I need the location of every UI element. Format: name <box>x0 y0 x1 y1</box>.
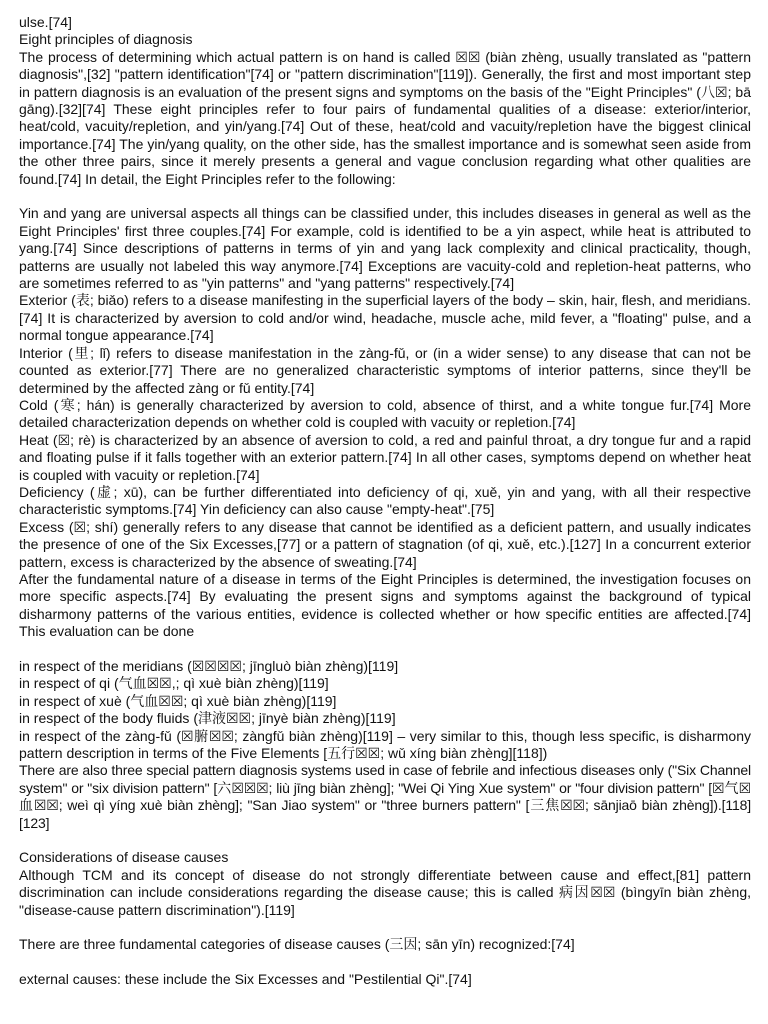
para-excess: Excess (☒; shí) generally refers to any disease that cannot be identified as a deficient pattern, and usually indicates the presence of one of the Six Excesses,[77] or a pattern of stagnation (of qi, xuě, etc.).[127] In a concurrent exterior pattern, excess is characterized by the absence of sweating.[74] <box>19 518 751 570</box>
para-cold: Cold (寒; hán) is generally characterized by aversion to cold, absence of thirst, and a white tongue fur.[74] More detailed characterization depends on whether cold is coupled with vacuity or repletion.[74] <box>19 396 751 431</box>
para-three-categories: There are three fundamental categories of disease causes (三因; sān yīn) recognized:[74] <box>19 936 575 953</box>
item-qi: in respect of qi (气血☒☒,; qì xuè biàn zhèng)[119] <box>19 675 329 692</box>
item-meridians: in respect of the meridians (☒☒☒☒; jīngluò biàn zhèng)[119] <box>19 658 399 674</box>
para-exterior: Exterior (表; biǎo) refers to a disease manifesting in the superficial layers of the body – skin, hair, flesh, and meridians.[74] It is characterized by aversion to cold and/or wind, headache, muscle ache, mild fever, a "floating" pulse, and a normal tongue appearance.[74] <box>19 292 751 344</box>
heading-eight-principles: Eight principles of diagnosis <box>19 31 193 48</box>
item-external-causes: external causes: these include the Six Excesses and "Pestilential Qi".[74] <box>19 971 472 988</box>
top-fragment: ulse.[74] <box>19 14 72 30</box>
item-zang-fu: in respect of the zàng-fǔ (☒腑☒☒; zàngfǔ biàn zhèng)[119] – very similar to this, though less specific, is disharmony pattern description in terms of the Five Elements [五行☒☒; wǔ xíng biàn zhèng][118]) <box>19 727 751 762</box>
para-special-systems: There are also three special pattern diagnosis systems used in case of febrile and infectious diseases only ("Six Channel system" or "six division pattern" [六☒☒☒; liù jīng biàn zhèng]; "Wei Qi Ying Xue system" or "four division pattern" [☒气☒血☒☒; weì qì yíng xuè biàn zhèng]; "San Jiao system" or "three burners pattern" [三焦☒☒; sānjiaō biàn zhèng]).[118][123] <box>19 762 751 831</box>
para-cause-effect: Although TCM and its concept of disease do not strongly differentiate between cause and effect,[81] pattern discrimination can include considerations regarding the disease cause; this is called 病因☒☒ (bìngyīn biàn zhèng, "disease-cause pattern discrimination").[119] <box>19 866 751 918</box>
item-xue: in respect of xuè (气血☒☒; qì xuè biàn zhèng)[119] <box>19 692 337 709</box>
item-body-fluids: in respect of the body fluids (津液☒☒; jīnyè biàn zhèng)[119] <box>19 710 396 727</box>
para-pattern-diagnosis: The process of determining which actual pattern is on hand is called ☒☒ (biàn zhèng, usually translated as "pattern diagnosis",[32] "pattern identification"[74] or "pattern discrimination"[119]). Generally, the first and most important step in pattern diagnosis is an evaluation of the present signs and symptoms on the basis of the "Eight Principles" (八☒; bā gāng).[32][74] These eight principles refer to four pairs of fundamental qualities of a disease: exterior/interior, heat/cold, vacuity/repletion, and yin/yang.[74] Out of these, heat/cold and vacuity/repletion have the biggest clinical importance.[74] The yin/yang quality, on the other side, has the smallest importance and is somewhat seen aside from the other three pairs, since it merely presents a general and vague conclusion regarding what other qualities are found.[74] In detail, the Eight Principles refer to the following: <box>19 48 751 187</box>
heading-disease-causes: Considerations of disease causes <box>19 849 229 866</box>
para-heat: Heat (☒; rè) is characterized by an absence of aversion to cold, a red and painful throat, a dry tongue fur and a rapid and floating pulse if it falls together with an exterior pattern.[74] In all other cases, symptoms depend on whether heat is coupled with vacuity or repletion.[74] <box>19 431 751 483</box>
para-yin-yang: Yin and yang are universal aspects all things can be classified under, this includes diseases in general as well as the Eight Principles' first three couples.[74] For example, cold is identified to be a yin aspect, while heat is attributed to yang.[74] Since descriptions of patterns in terms of yin and yang lack complexity and clinical practicality, though, patterns are usually not labeled this way anymore.[74] Exceptions are vacuity-cold and repletion-heat patterns, who are sometimes referred to as "yin patterns" and "yang patterns" respectively.[74] <box>19 205 751 292</box>
para-interior: Interior (里; lǐ) refers to disease manifestation in the zàng-fǔ, or (in a wider sense) to any disease that can not be counted as exterior.[77] There are no generalized characteristic symptoms of interior patterns, since they'll be determined by the affected zàng or fǔ entity.[74] <box>19 344 751 396</box>
para-after-fundamental: After the fundamental nature of a disease in terms of the Eight Principles is determined, the investigation focuses on more specific aspects.[74] By evaluating the present signs and symptoms against the background of typical disharmony patterns of the various entities, evidence is collected whether or how specific entities are affected.[74] This evaluation can be done <box>19 570 751 640</box>
para-deficiency: Deficiency (虚; xū), can be further differentiated into deficiency of qi, xuě, yin and yang, with all their respective characteristic symptoms.[74] Yin deficiency can also cause "empty-heat".[75] <box>19 483 751 518</box>
document-body <box>19 14 751 989</box>
